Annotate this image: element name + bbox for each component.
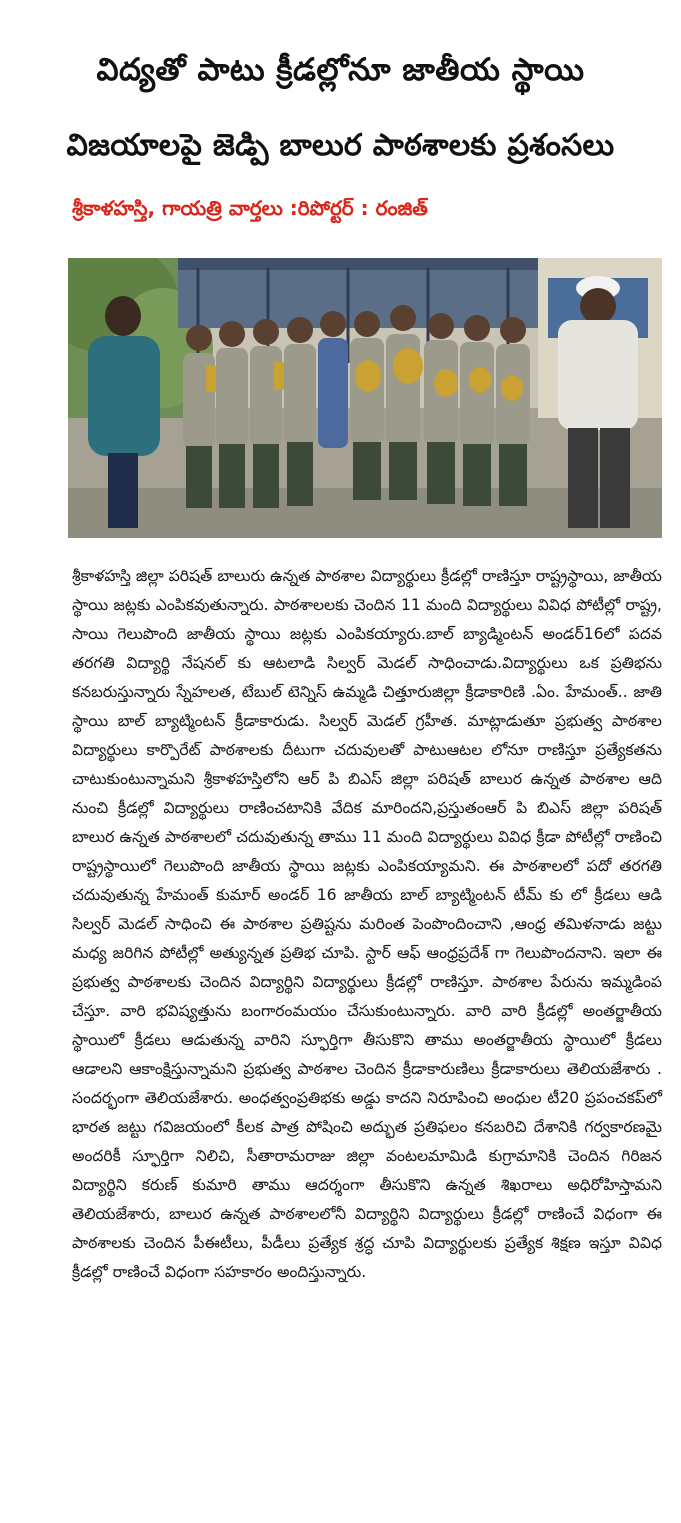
headline-line-2: విజయాలపై జెడ్పి బాలుర పాఠశాలకు ప్రశంసలు xyxy=(66,128,615,163)
article-paragraph: శ్రీకాళహస్తి జిల్లా పరిషత్ బాలురు ఉన్నత పాఠశాల విద్యార్థులు క్రీడల్లో రాణిస్తూ రాష్ట్రస్థాయి, జాతీయ స్థాయి జట్లకు ఎంపికవుతున్నారు. పాఠశాలలకు చెందిన 11 మంది విద్యార్థులు వివిధ పోటీల్లో రాష్ట్ర, సాయి గెలుపొంది జాతీయ స్థాయి జట్లకు ఎంపికయ్యారు.బాల్ బ్యాడ్మింటన్ అండర్16లో పదవ తరగతి విద్యార్థి నేషనల్ కు ఆటలాడి సిల్వర్ మెడల్ సాధించాడు.విద్యార్థులు ఒక ప్రతిభను కనబరుస్తున్నారు స్నేహలత, టేబుల్ టెన్నిస్ ఉమ్మడి చిత్తూరుజిల్లా క్రీడాకారిణి .ఏం. హేమంత్.. జాతి స్థాయి బాల్ బ్యాట్మింటన్ క్రీడాకారుడు. సిల్వర్ మెడల్ గ్రహీత. మాట్లాడుతూ ప్రభుత్వ పాఠశాల విద్యార్థులు కార్పొరేట్ పాఠశాలకు దీటుగా చదువులతో పాటుఆటల లోనూ రాణిస్తూ ప్రత్యేకతను చాటుకుంటున్నామని శ్రీకాళహస్తిలోని ఆర్ పి బిఎస్ జిల్లా పరిషత్ బాలుర ఉన్నత పాఠశాల ఆది నుంచి క్రీడల్లో విద్యార్థులు రాణించటానికి వేదిక మారిందని,ప్రస్తుతంఆర్ పి బిఎస్ జిల్లా పరిషత్ బాలుర ఉన్నత పాఠశాలలో చదువుతున్న తాము 11 మంది విద్యార్థులు వివిధ క్రీడా పోటీల్లో రాణించి రాష్ట్రస్థాయిలో గెలుపొంది జాతీయ స్థాయి జట్లకు ఎంపికయ్యామని. ఈ పాఠశాలలో పదో తరగతి చదువుతున్న హేమంత్ కుమార్ అండర్ 16 జాతీయ బాల్ బ్యాట్మింటన్ టీమ్ కు లో క్రీడలు ఆడి సిల్వర్ మెడల్ సాధించి ఈ పాఠశాల ప్రతిష్టను మరింత పెంపొందించాని ,ఆంధ్ర తమిళనాడు జట్టు మధ్య జరిగిన పోటీల్లో అత్యున్నత ప్రతిభ చూపి. స్టార్ ఆఫ్ ఆంధ్రప్రదేశ్ గా గెలుపొందనాని. ఇలా ఈ ప్రభుత్వ పాఠశాలకు చెందిన విద్యార్థిని విద్యార్థులు క్రీడల్లో రాణిస్తూ. పాఠశాల పేరును ఇమ్మడింప చేస్తూ. వారి భవిష్యత్తును బంగారంమయం చేసుకుంటున్నారు. వారి వారి క్రీడల్లో అంతర్జాతీయ స్థాయిలో క్రీడలు ఆడుతున్న వారిని స్ఫూర్తిగా తీసుకొని తాము అంతర్జాతీయ స్థాయిలో క్రీడలు ఆడాలని ఆకాంక్షిస్తున్నామని ప్రభుత్వ పాఠశాల చెందిన క్రీడాకారుణిలు క్రీడాకారులు తెలియజేశారు . సందర్భంగా తెలియజేశారు. అంధత్వంప్రతిభకు అడ్డు కాదని నిరూపించి అంధుల టీ20 ప్రపంచకప్‌లో భారత జట్టు గవిజయంలో కీలక పాత్ర పోషించి అద్భుత ప్రతిఫలం కనబరిచి దేశానికి గర్వకారణమై అందరికీ స్ఫూర్తిగా నిలిచి, సీతారామరాజు జిల్లా వంటలమామిడి కుగ్రామానికి చెందిన గిరిజన విద్యార్థిని కరుణ్ కుమారి తాము ఆదర్శంగా తీసుకొని ఉన్నత శిఖరాలు అధిరోహిస్తామని తెలియజేశారు, బాలుర ఉన్నత పాఠశాలలోనీ విద్యార్థిని విద్యార్థులు క్రీడల్లో రాణించే విధంగా ఈ పాఠశాలకు చెందిన పీఈటీలు, పీడీలు ప్రత్యేక శ్రద్ధ చూపి విద్యార్థులకు ప్రత్యేక శిక్షణ ఇస్తూ వివిధ క్రీడల్లో రాణించే విధంగా సహకారం అందిస్తున్నారు. xyxy=(72,567,662,1281)
news-photo xyxy=(68,258,662,538)
byline: శ్రీకాళహస్తి, గాయత్రి వార్తలు :రిపోర్టర్ : రంజిత్ xyxy=(72,196,428,220)
headline-line-1: విద్యతో పాటు క్రీడల్లోనూ జాతీయ స్థాయి xyxy=(96,52,585,88)
article-body xyxy=(72,562,662,1287)
